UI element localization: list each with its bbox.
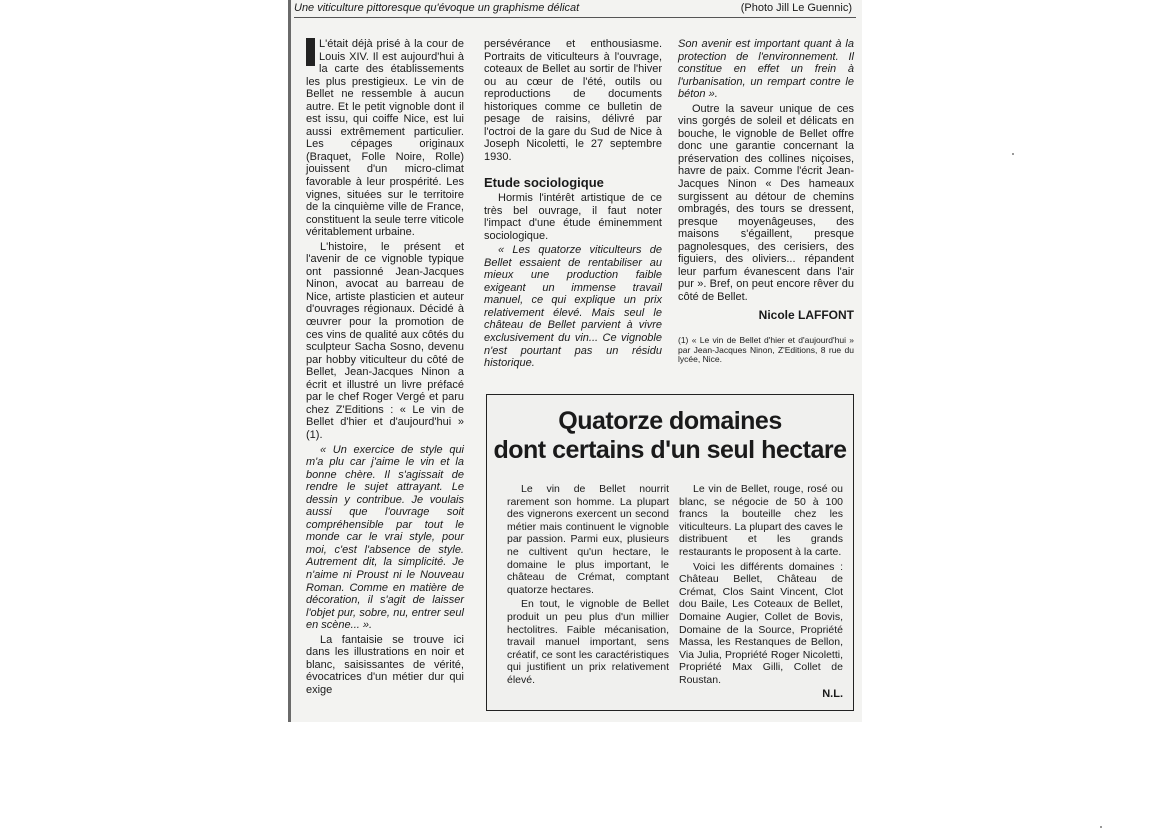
subheading: Etude sociologique bbox=[484, 175, 604, 191]
article-column-3 bbox=[678, 38, 854, 365]
author-byline: Nicole LAFFONT bbox=[758, 308, 854, 323]
scan-speck bbox=[1012, 153, 1014, 155]
box-paragraph: Le vin de Bellet nourrit rarement son homme. La plupart des vignerons exercent un second métier mais continuent le vignoble par passion. Parmi eux, plusieurs ne cultivent qu'un hectare, le domaine le plus important, le château de Crémat, comptant quatorze hectares. bbox=[507, 483, 669, 596]
drop-cap bbox=[306, 38, 315, 66]
box-signature: N.L. bbox=[822, 688, 843, 700]
box-paragraph: Le vin de Bellet, rouge, rosé ou blanc, se négocie de 50 à 100 francs la bouteille chez les viticulteurs. La plupart des caves le distribuent et les grands restaurants le proposent à la carte. bbox=[679, 483, 843, 558]
box-paragraph: En tout, le vignoble de Bellet produit un peu plus d'un millier hectolitres. Faible mécanisation, travail manuel important, sens créatif, ce sont les caractéristiques qui justifient un prix relativement élevé. bbox=[507, 598, 669, 686]
quote-paragraph: « Les quatorze viticulteurs de Bellet essaient de rentabiliser au mieux une production faible exigeant un immense travail manuel, ce qui explique un prix relativement élevé. Mais seul le château de Bellet parvient à vivre exclusivement du vin... Ce vignoble n'est pourtant pas un résidu historique. bbox=[484, 244, 662, 370]
article-paragraph: Outre la saveur unique de ces vins gorgés de soleil et délicats en bouche, le vignoble de Bellet offre donc une garantie concernant la préservation des collines niçoises, havre de paix. Comme l'écrit Jean-Jacques Ninon « Des hameaux surgissent au détour de chemins ombragés, des tours se dressent, presque moyenâgeuses, des maisons s'égaillent, presque pagnolesques, des cerisiers, des figuiers, des oliviers... répandent leur parfum évanescent dans l'air pur ». Bref, on peut encore rêver du côté de Bellet. bbox=[678, 102, 854, 303]
article-column-1 bbox=[306, 38, 464, 696]
article-paragraph: L'histoire, le présent et l'avenir de ce vignoble typique ont passionné Jean-Jacques Ninon, avocat au barreau de Nice, artiste plasticien et auteur d'ouvrages régionaux. Décidé à œuvrer pour la promotion de ces vins de qualité aux côtés du sculpteur Sacha Sosno, devenu par hobby viticulteur du côté de Bellet, Jean-Jacques Ninon a écrit et illustré un livre préfacé par le chef Roger Vergé et paru chez Z'Editions : « Le vin de Bellet d'hier et d'aujourd'hui » (1). bbox=[306, 240, 464, 441]
quote-paragraph: Son avenir est important quant à la protection de l'environnement. Il constitue en effet un frein à l'urbanisation, un rempart contre le béton ». bbox=[678, 38, 854, 101]
box-column-right bbox=[679, 483, 843, 687]
headline-line: Quatorze domaines bbox=[558, 407, 782, 435]
newspaper-clipping bbox=[288, 0, 862, 722]
article-paragraph: persévérance et enthousiasme. Portraits de viticulteurs à l'ouvrage, coteaux de Bellet au sortir de l'hiver ou au cœur de l'été, outils ou reproductions de documents historiques comme ce bulletin de pesage de raisins, délivré par l'octroi de la gare du Sud de Nice à Joseph Nicoletti, le 27 septembre 1930. bbox=[484, 38, 662, 163]
photo-credit: (Photo Jill Le Guennic) bbox=[740, 2, 852, 14]
caption-text: Une viticulture pittoresque qu'évoque un graphisme délicat bbox=[294, 2, 580, 14]
scan-speck bbox=[1100, 826, 1102, 828]
footnote: (1) « Le vin de Bellet d'hier et d'aujourd'hui » par Jean-Jacques Ninon, Z'Editions, 8 rue du lycée, Nice. bbox=[678, 335, 854, 365]
box-column-left bbox=[507, 483, 669, 687]
article-paragraph bbox=[306, 38, 464, 239]
box-paragraph: Voici les différents domaines : Château Bellet, Château de Crémat, Clos Saint Vincent, Clot dou Baile, Les Coteaux de Bellet, Domaine Augier, Collet de Bovis, Domaine de la Source, Propriété Massa, les Restanques de Bellon, Via Julia, Propriété Roger Nicoletti, Propriété Max Gilli, Collet de Roustan. bbox=[679, 560, 843, 686]
sidebar-box bbox=[486, 394, 854, 711]
photo-caption bbox=[294, 2, 856, 18]
quote-paragraph: « Un exercice de style qui m'a plu car j'aime le vin et la bonne chère. Il s'agissait de rendre le sujet attrayant. Le dessin y contribue. Je voulais aussi que l'ouvrage soit compréhensible par tout le monde car le vrai style, pour moi, c'est l'absence de style. Autrement dit, la simplicité. Je n'aime ni Proust ni le Nouveau Roman. Comme en matière de décoration, il s'agit de laisser l'objet pur, sobre, nu, entrer seul en scène... ». bbox=[306, 443, 464, 632]
headline-line: dont certains d'un seul hectare bbox=[493, 436, 847, 464]
article-column-2 bbox=[484, 38, 662, 370]
article-paragraph: Hormis l'intérêt artistique de ce très bel ouvrage, il faut noter l'impact d'une étude éminemment sociologique. bbox=[484, 192, 662, 242]
box-headline bbox=[487, 407, 853, 465]
article-paragraph: La fantaisie se trouve ici dans les illustrations en noir et blanc, saisissantes de vérité, évocatrices d'un métier dur qui exige bbox=[306, 633, 464, 696]
paragraph-text: L'était déjà prisé à la cour de Louis XIV. Il est aujourd'hui à la carte des établissements les plus prestigieux. Le vin de Bellet ne ressemble à aucun autre. Et le petit vignoble dont il est issu, qui coiffe Nice, est lui aussi extrêmement particulier. Les cépages originaux (Braquet, Folle Noire, Rolle) jouissent d'un micro-climat favorable à leur prospérité. Les vignes, situées sur le territoire de la cinquième ville de France, constituent la seule terre viticole véritablement urbaine. bbox=[306, 38, 464, 239]
column-rule bbox=[288, 0, 291, 722]
